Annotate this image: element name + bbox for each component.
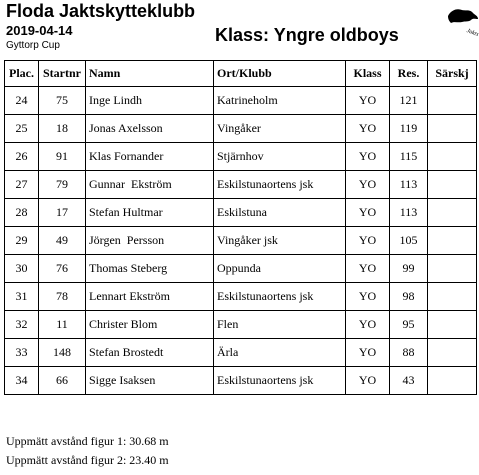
club-logo: [447, 4, 479, 38]
cell-plac: 24: [5, 87, 39, 115]
cell-startnr: 91: [39, 143, 86, 171]
cell-namn: Sigge Isaksen: [86, 367, 214, 395]
results-table: [4, 60, 477, 395]
col-header-namn: Namn: [86, 61, 214, 87]
distance-figure-1: Uppmätt avstånd figur 1: 30.68 m: [6, 434, 169, 448]
cell-startnr: 18: [39, 115, 86, 143]
cell-klass: YO: [346, 283, 390, 311]
col-header-ort-klubb: Ort/Klubb: [214, 61, 346, 87]
table-row: [5, 339, 477, 367]
cell-sarskj: [428, 143, 477, 171]
table-header-row: [5, 61, 477, 87]
class-title: Klass: Yngre oldboys: [215, 25, 399, 45]
cell-sarskj: [428, 87, 477, 115]
cell-klass: YO: [346, 339, 390, 367]
cell-startnr: 49: [39, 227, 86, 255]
cell-startnr: 78: [39, 283, 86, 311]
cell-res: 119: [390, 115, 428, 143]
table-row: [5, 283, 477, 311]
cell-namn: Thomas Steberg: [86, 255, 214, 283]
cell-sarskj: [428, 199, 477, 227]
cell-namn: Inge Lindh: [86, 87, 214, 115]
cell-res: 88: [390, 339, 428, 367]
table-row: [5, 143, 477, 171]
col-header-klass: Klass: [346, 61, 390, 87]
cell-res: 95: [390, 311, 428, 339]
cell-plac: 27: [5, 171, 39, 199]
cell-ort-klubb: Vingåker jsk: [214, 227, 346, 255]
distance-figure-2: Uppmätt avstånd figur 2: 23.40 m: [6, 453, 169, 467]
cell-namn: Christer Blom: [86, 311, 214, 339]
cell-sarskj: [428, 171, 477, 199]
cell-sarskj: [428, 227, 477, 255]
cell-plac: 30: [5, 255, 39, 283]
cell-ort-klubb: Ärla: [214, 339, 346, 367]
cell-ort-klubb: Vingåker: [214, 115, 346, 143]
table-row: [5, 199, 477, 227]
cell-res: 99: [390, 255, 428, 283]
cell-sarskj: [428, 367, 477, 395]
cell-ort-klubb: Oppunda: [214, 255, 346, 283]
cell-ort-klubb: Stjärnhov: [214, 143, 346, 171]
cell-klass: YO: [346, 367, 390, 395]
cell-sarskj: [428, 311, 477, 339]
table-row: [5, 227, 477, 255]
cell-sarskj: [428, 115, 477, 143]
cell-startnr: 76: [39, 255, 86, 283]
cell-ort-klubb: Katrineholm: [214, 87, 346, 115]
table-row: [5, 255, 477, 283]
cell-plac: 29: [5, 227, 39, 255]
cell-startnr: 79: [39, 171, 86, 199]
cell-plac: 33: [5, 339, 39, 367]
cell-klass: YO: [346, 255, 390, 283]
cell-namn: Stefan Brostedt: [86, 339, 214, 367]
table-row: [5, 87, 477, 115]
cell-startnr: 17: [39, 199, 86, 227]
cell-namn: Klas Fornander: [86, 143, 214, 171]
cell-res: 43: [390, 367, 428, 395]
cell-klass: YO: [346, 87, 390, 115]
cell-ort-klubb: Eskilstuna: [214, 199, 346, 227]
cell-ort-klubb: Eskilstunaortens jsk: [214, 367, 346, 395]
cell-namn: Stefan Hultmar: [86, 199, 214, 227]
cell-plac: 32: [5, 311, 39, 339]
cell-plac: 31: [5, 283, 39, 311]
cell-plac: 26: [5, 143, 39, 171]
cell-startnr: 148: [39, 339, 86, 367]
col-header-res: Res.: [390, 61, 428, 87]
table-row: [5, 311, 477, 339]
cell-ort-klubb: Flen: [214, 311, 346, 339]
cell-klass: YO: [346, 171, 390, 199]
cell-klass: YO: [346, 227, 390, 255]
cell-ort-klubb: Eskilstunaortens jsk: [214, 171, 346, 199]
event-date: 2019-04-14: [6, 23, 73, 38]
cell-res: 98: [390, 283, 428, 311]
table-row: [5, 115, 477, 143]
cell-res: 121: [390, 87, 428, 115]
cell-startnr: 75: [39, 87, 86, 115]
table-row: [5, 367, 477, 395]
logo-text: Jakts: [465, 28, 479, 38]
col-header-sarskj: Särskj: [428, 61, 477, 87]
club-title: Floda Jaktskytteklubb: [6, 1, 196, 21]
cell-startnr: 66: [39, 367, 86, 395]
cell-sarskj: [428, 339, 477, 367]
cell-klass: YO: [346, 199, 390, 227]
cell-namn: Jörgen Persson: [86, 227, 214, 255]
cell-namn: Lennart Ekström: [86, 283, 214, 311]
cell-klass: YO: [346, 143, 390, 171]
cell-klass: YO: [346, 115, 390, 143]
cell-res: 113: [390, 199, 428, 227]
cell-namn: Jonas Axelsson: [86, 115, 214, 143]
cell-ort-klubb: Eskilstunaortens jsk: [214, 283, 346, 311]
cell-namn: Gunnar Ekström: [86, 171, 214, 199]
cell-sarskj: [428, 255, 477, 283]
cell-sarskj: [428, 283, 477, 311]
logo-animal-shape: [448, 9, 478, 23]
cell-res: 115: [390, 143, 428, 171]
col-header-startnr: Startnr: [39, 61, 86, 87]
cell-plac: 34: [5, 367, 39, 395]
cell-res: 113: [390, 171, 428, 199]
cup-name: Gyttorp Cup: [6, 40, 60, 51]
cell-plac: 25: [5, 115, 39, 143]
table-row: [5, 171, 477, 199]
cell-klass: YO: [346, 311, 390, 339]
cell-res: 105: [390, 227, 428, 255]
cell-startnr: 11: [39, 311, 86, 339]
col-header-plac: Plac.: [5, 61, 39, 87]
cell-plac: 28: [5, 199, 39, 227]
